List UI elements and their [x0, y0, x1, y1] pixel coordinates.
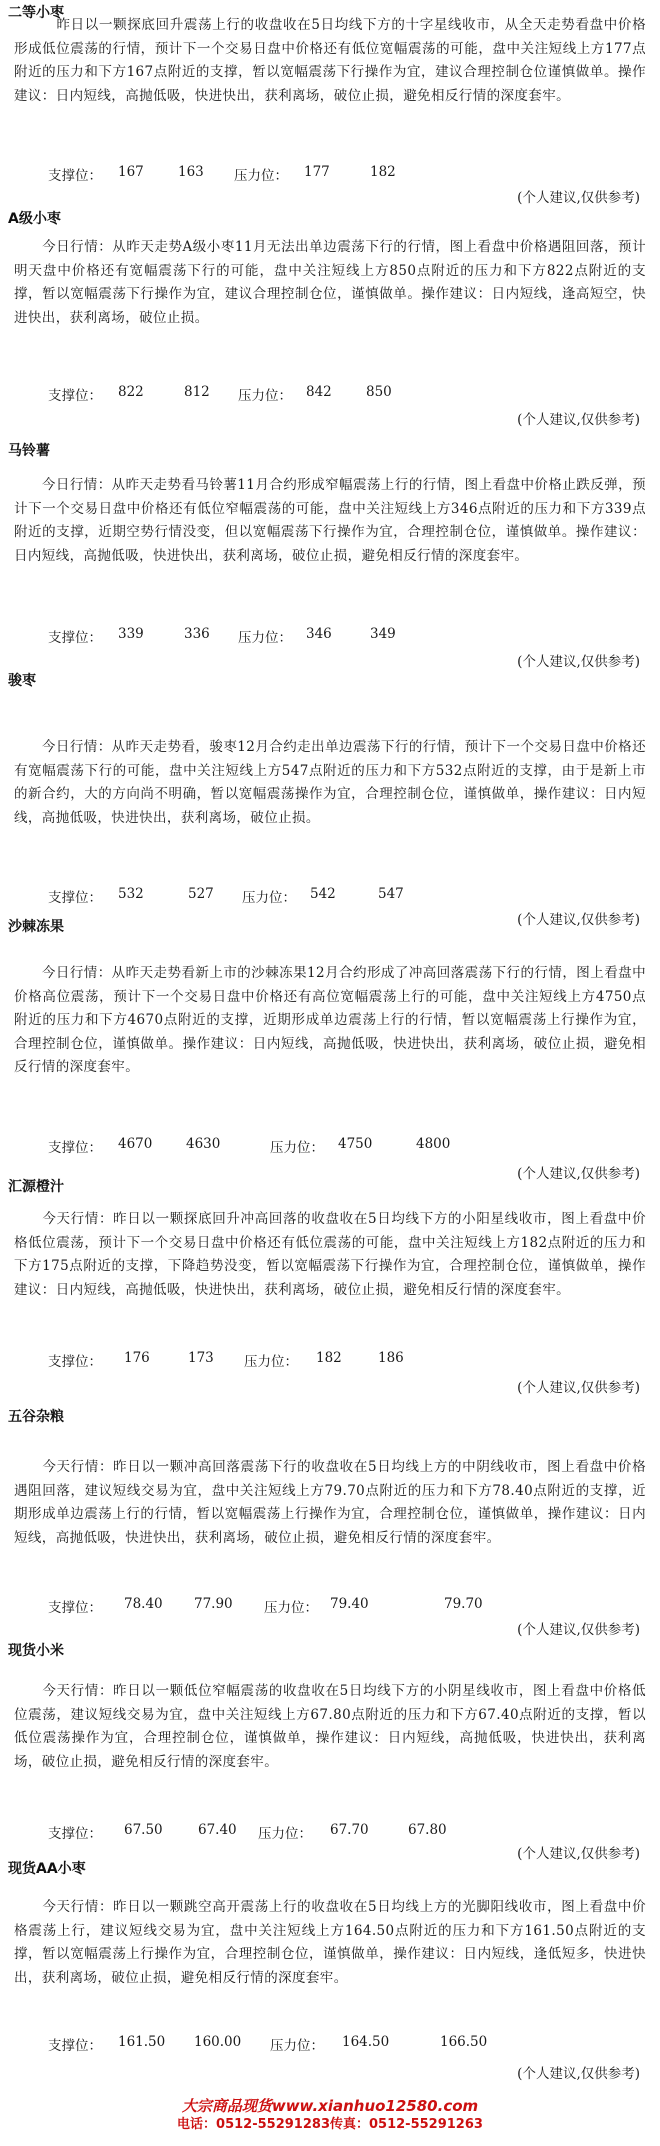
- disclaimer: (个人建议,仅供参考): [517, 2066, 640, 2082]
- support-value-1: 4670: [118, 1136, 153, 1152]
- support-value-2: 163: [178, 164, 204, 180]
- section-title: 汇源橙汁: [8, 1179, 64, 1195]
- pressure-label: 压力位：: [238, 630, 292, 646]
- pressure-value-1: 4750: [338, 1136, 373, 1152]
- support-value-1: 176: [124, 1350, 150, 1366]
- support-label: 支撑位：: [48, 1826, 102, 1842]
- support-value-2: 160.00: [194, 2034, 242, 2050]
- section-paragraph: 昨日以一颗探底回升震荡上行的收盘收在5日均线下方的十字星线收市，从全天走势看盘中价格形成低位震荡的行情，预计下一个交易日盘中价格还有低位宽幅震荡的可能，盘中关注短线上方177点附近的压力和下方167点附近的支撑，暂以宽幅震荡下行操作为宜，建议合理控制仓位谨慎做单。操作建议：日内短线，高抛低吸，快进快出，获利离场，破位止损，避免相反行情的深度套牢。: [14, 17, 646, 104]
- support-value-1: 822: [118, 384, 144, 400]
- support-value-2: 812: [184, 384, 210, 400]
- pressure-value-2: 547: [378, 886, 404, 902]
- disclaimer: (个人建议,仅供参考): [517, 190, 640, 206]
- support-value-1: 67.50: [124, 1822, 163, 1838]
- pressure-value-2: 67.80: [408, 1822, 447, 1838]
- pressure-label: 压力位：: [258, 1826, 312, 1842]
- support-value-2: 173: [188, 1350, 214, 1366]
- section-paragraph: 今日行情：从昨天走势看，骏枣12月合约走出单边震荡下行的行情，预计下一个交易日盘中价格还有宽幅震荡下行的可能，盘中关注短线上方547点附近的压力和下方532点附近的支撑，由于是新上市的新合约，大的方向尚不明确，暂以宽幅震荡操作为宜，合理控制仓位，谨慎做单，操作建议：日内短线，高抛低吸，快进快出，获利离场，破位止损。: [14, 739, 646, 826]
- section-paragraph: 今日行情：从昨天走势A级小枣11月无法出单边震荡下行的行情，图上看盘中价格遇阻回落，预计明天盘中价格还有宽幅震荡下行的可能，盘中关注短线上方850点附近的压力和下方822点附近的支撑，暂以宽幅震荡下行操作为宜，建议合理控制仓位，谨慎做单。操作建议：日内短线，逢高短空，快进快出，获利离场，破位止损。: [14, 239, 646, 326]
- support-value-1: 532: [118, 886, 144, 902]
- disclaimer: (个人建议,仅供参考): [517, 1846, 640, 1862]
- support-value-2: 77.90: [194, 1596, 233, 1612]
- pressure-value-1: 79.40: [330, 1596, 369, 1612]
- support-value-1: 339: [118, 626, 144, 642]
- section-paragraph: 今天行情：昨日以一颗探底回升冲高回落的收盘收在5日均线下方的小阳星线收市，图上看盘中价格低位震荡，预计下一个交易日盘中价格还有低位震荡的可能，盘中关注短线上方182点附近的压力和下方175点附近的支撑，下降趋势没变，暂以宽幅震荡下行操作为宜，合理控制仓位，谨慎做单，操作建议：日内短线，高抛低吸，快进快出，获利离场，破位止损，避免相反行情的深度套牢。: [14, 1211, 646, 1298]
- pressure-label: 压力位：: [242, 890, 296, 906]
- pressure-label: 压力位：: [270, 1140, 324, 1156]
- disclaimer: (个人建议,仅供参考): [517, 1622, 640, 1638]
- section-title: 现货小米: [8, 1643, 64, 1659]
- support-label: 支撑位：: [48, 388, 102, 404]
- pressure-label: 压力位：: [270, 2038, 324, 2054]
- section-paragraph: 今天行情：昨日以一颗冲高回落震荡下行的收盘收在5日均线上方的中阴线收市，图上看盘中价格遇阻回落，建议短线交易为宜，盘中关注短线上方79.70点附近的压力和下方78.40点附近的支撑，近期形成单边震荡上行的行情，暂以宽幅震荡上行操作为宜，合理控制仓位，谨慎做单，操作建议：日内短线，高抛低吸，快进快出，获利离场，破位止损，避免相反行情的深度套牢。: [14, 1459, 646, 1546]
- footer-website: 大宗商品现货www.xianhuo12580.com: [181, 2097, 479, 2115]
- footer-contact: [0, 2096, 660, 2134]
- support-label: 支撑位：: [48, 2038, 102, 2054]
- support-label: 支撑位：: [48, 1354, 102, 1370]
- support-label: 支撑位：: [48, 1140, 102, 1156]
- pressure-value-2: 850: [366, 384, 392, 400]
- section-paragraph: 今日行情：从昨天走势看马铃薯11月合约形成窄幅震荡上行的行情，图上看盘中价格止跌反弹，预计下一个交易日盘中价格还有低位窄幅震荡的可能，盘中关注短线上方346点附近的压力和下方339点附近的支撑，近期空势行情没变，但以宽幅震荡下行操作为宜，合理控制仓位，谨慎做单。操作建议：日内短线，高抛低吸，快进快出，获利离场，破位止损，避免相反行情的深度套牢。: [14, 477, 646, 564]
- support-value-1: 78.40: [124, 1596, 163, 1612]
- section-title: 沙棘冻果: [8, 919, 64, 935]
- support-label: 支撑位：: [48, 630, 102, 646]
- pressure-value-2: 349: [370, 626, 396, 642]
- disclaimer: (个人建议,仅供参考): [517, 1166, 640, 1182]
- section-title: 马铃薯: [8, 443, 50, 459]
- support-value-2: 4630: [186, 1136, 221, 1152]
- support-value-1: 161.50: [118, 2034, 166, 2050]
- pressure-value-1: 67.70: [330, 1822, 369, 1838]
- pressure-value-2: 4800: [416, 1136, 451, 1152]
- section-title: 骏枣: [8, 673, 36, 689]
- support-label: 支撑位：: [48, 168, 102, 184]
- pressure-value-2: 166.50: [440, 2034, 488, 2050]
- disclaimer: (个人建议,仅供参考): [517, 412, 640, 428]
- pressure-value-2: 182: [370, 164, 396, 180]
- section-title: A级小枣: [8, 211, 61, 227]
- pressure-value-1: 346: [306, 626, 332, 642]
- pressure-value-1: 182: [316, 1350, 342, 1366]
- pressure-value-1: 542: [310, 886, 336, 902]
- pressure-label: 压力位：: [234, 168, 288, 184]
- section-title: 五谷杂粮: [8, 1409, 64, 1425]
- support-value-2: 527: [188, 886, 214, 902]
- support-value-2: 67.40: [198, 1822, 237, 1838]
- pressure-label: 压力位：: [264, 1600, 318, 1616]
- pressure-label: 压力位：: [244, 1354, 298, 1370]
- disclaimer: (个人建议,仅供参考): [517, 912, 640, 928]
- pressure-value-1: 842: [306, 384, 332, 400]
- support-value-2: 336: [184, 626, 210, 642]
- pressure-value-1: 177: [304, 164, 330, 180]
- pressure-value-2: 79.70: [444, 1596, 483, 1612]
- disclaimer: (个人建议,仅供参考): [517, 654, 640, 670]
- support-value-1: 167: [118, 164, 144, 180]
- section-title: 二等小枣: [8, 5, 64, 21]
- section-paragraph: 今日行情：从昨天走势看新上市的沙棘冻果12月合约形成了冲高回落震荡下行的行情，图上看盘中价格高位震荡，预计下一个交易日盘中价格还有高位宽幅震荡上行的可能，盘中关注短线上方4750点附近的压力和下方4670点附近的支撑，近期形成单边震荡上行的行情，暂以宽幅震荡上行操作为宜，合理控制仓位，谨慎做单。操作建议：日内短线，高抛低吸，快进快出，获利离场，破位止损，避免相反行情的深度套牢。: [14, 965, 646, 1075]
- support-label: 支撑位：: [48, 890, 102, 906]
- section-paragraph: 今天行情：昨日以一颗低位窄幅震荡的收盘收在5日均线下方的小阴星线收市，图上看盘中价格低位震荡，建议短线交易为宜，盘中关注短线上方67.80点附近的压力和下方67.40点附近的支撑，暂以低位震荡操作为宜，合理控制仓位，谨慎做单，操作建议：日内短线，高抛低吸，快进快出，获利离场，破位止损，避免相反行情的深度套牢。: [14, 1683, 646, 1770]
- pressure-value-1: 164.50: [342, 2034, 390, 2050]
- footer-phone-fax: 电话：0512-55291283传真：0512-55291263: [177, 2117, 483, 2132]
- section-paragraph: 今天行情：昨日以一颗跳空高开震荡上行的收盘收在5日均线上方的光脚阳线收市，图上看盘中价格震荡上行，建议短线交易为宜，盘中关注短线上方164.50点附近的压力和下方161.50点附近的支撑，暂以宽幅震荡上行操作为宜，合理控制仓位，谨慎做单，操作建议：日内短线，逢低短多，快进快出，获利离场，破位止损，避免相反行情的深度套牢。: [14, 1899, 646, 1986]
- support-label: 支撑位：: [48, 1600, 102, 1616]
- disclaimer: (个人建议,仅供参考): [517, 1380, 640, 1396]
- pressure-value-2: 186: [378, 1350, 404, 1366]
- pressure-label: 压力位：: [238, 388, 292, 404]
- section-title: 现货AA小枣: [8, 1861, 86, 1877]
